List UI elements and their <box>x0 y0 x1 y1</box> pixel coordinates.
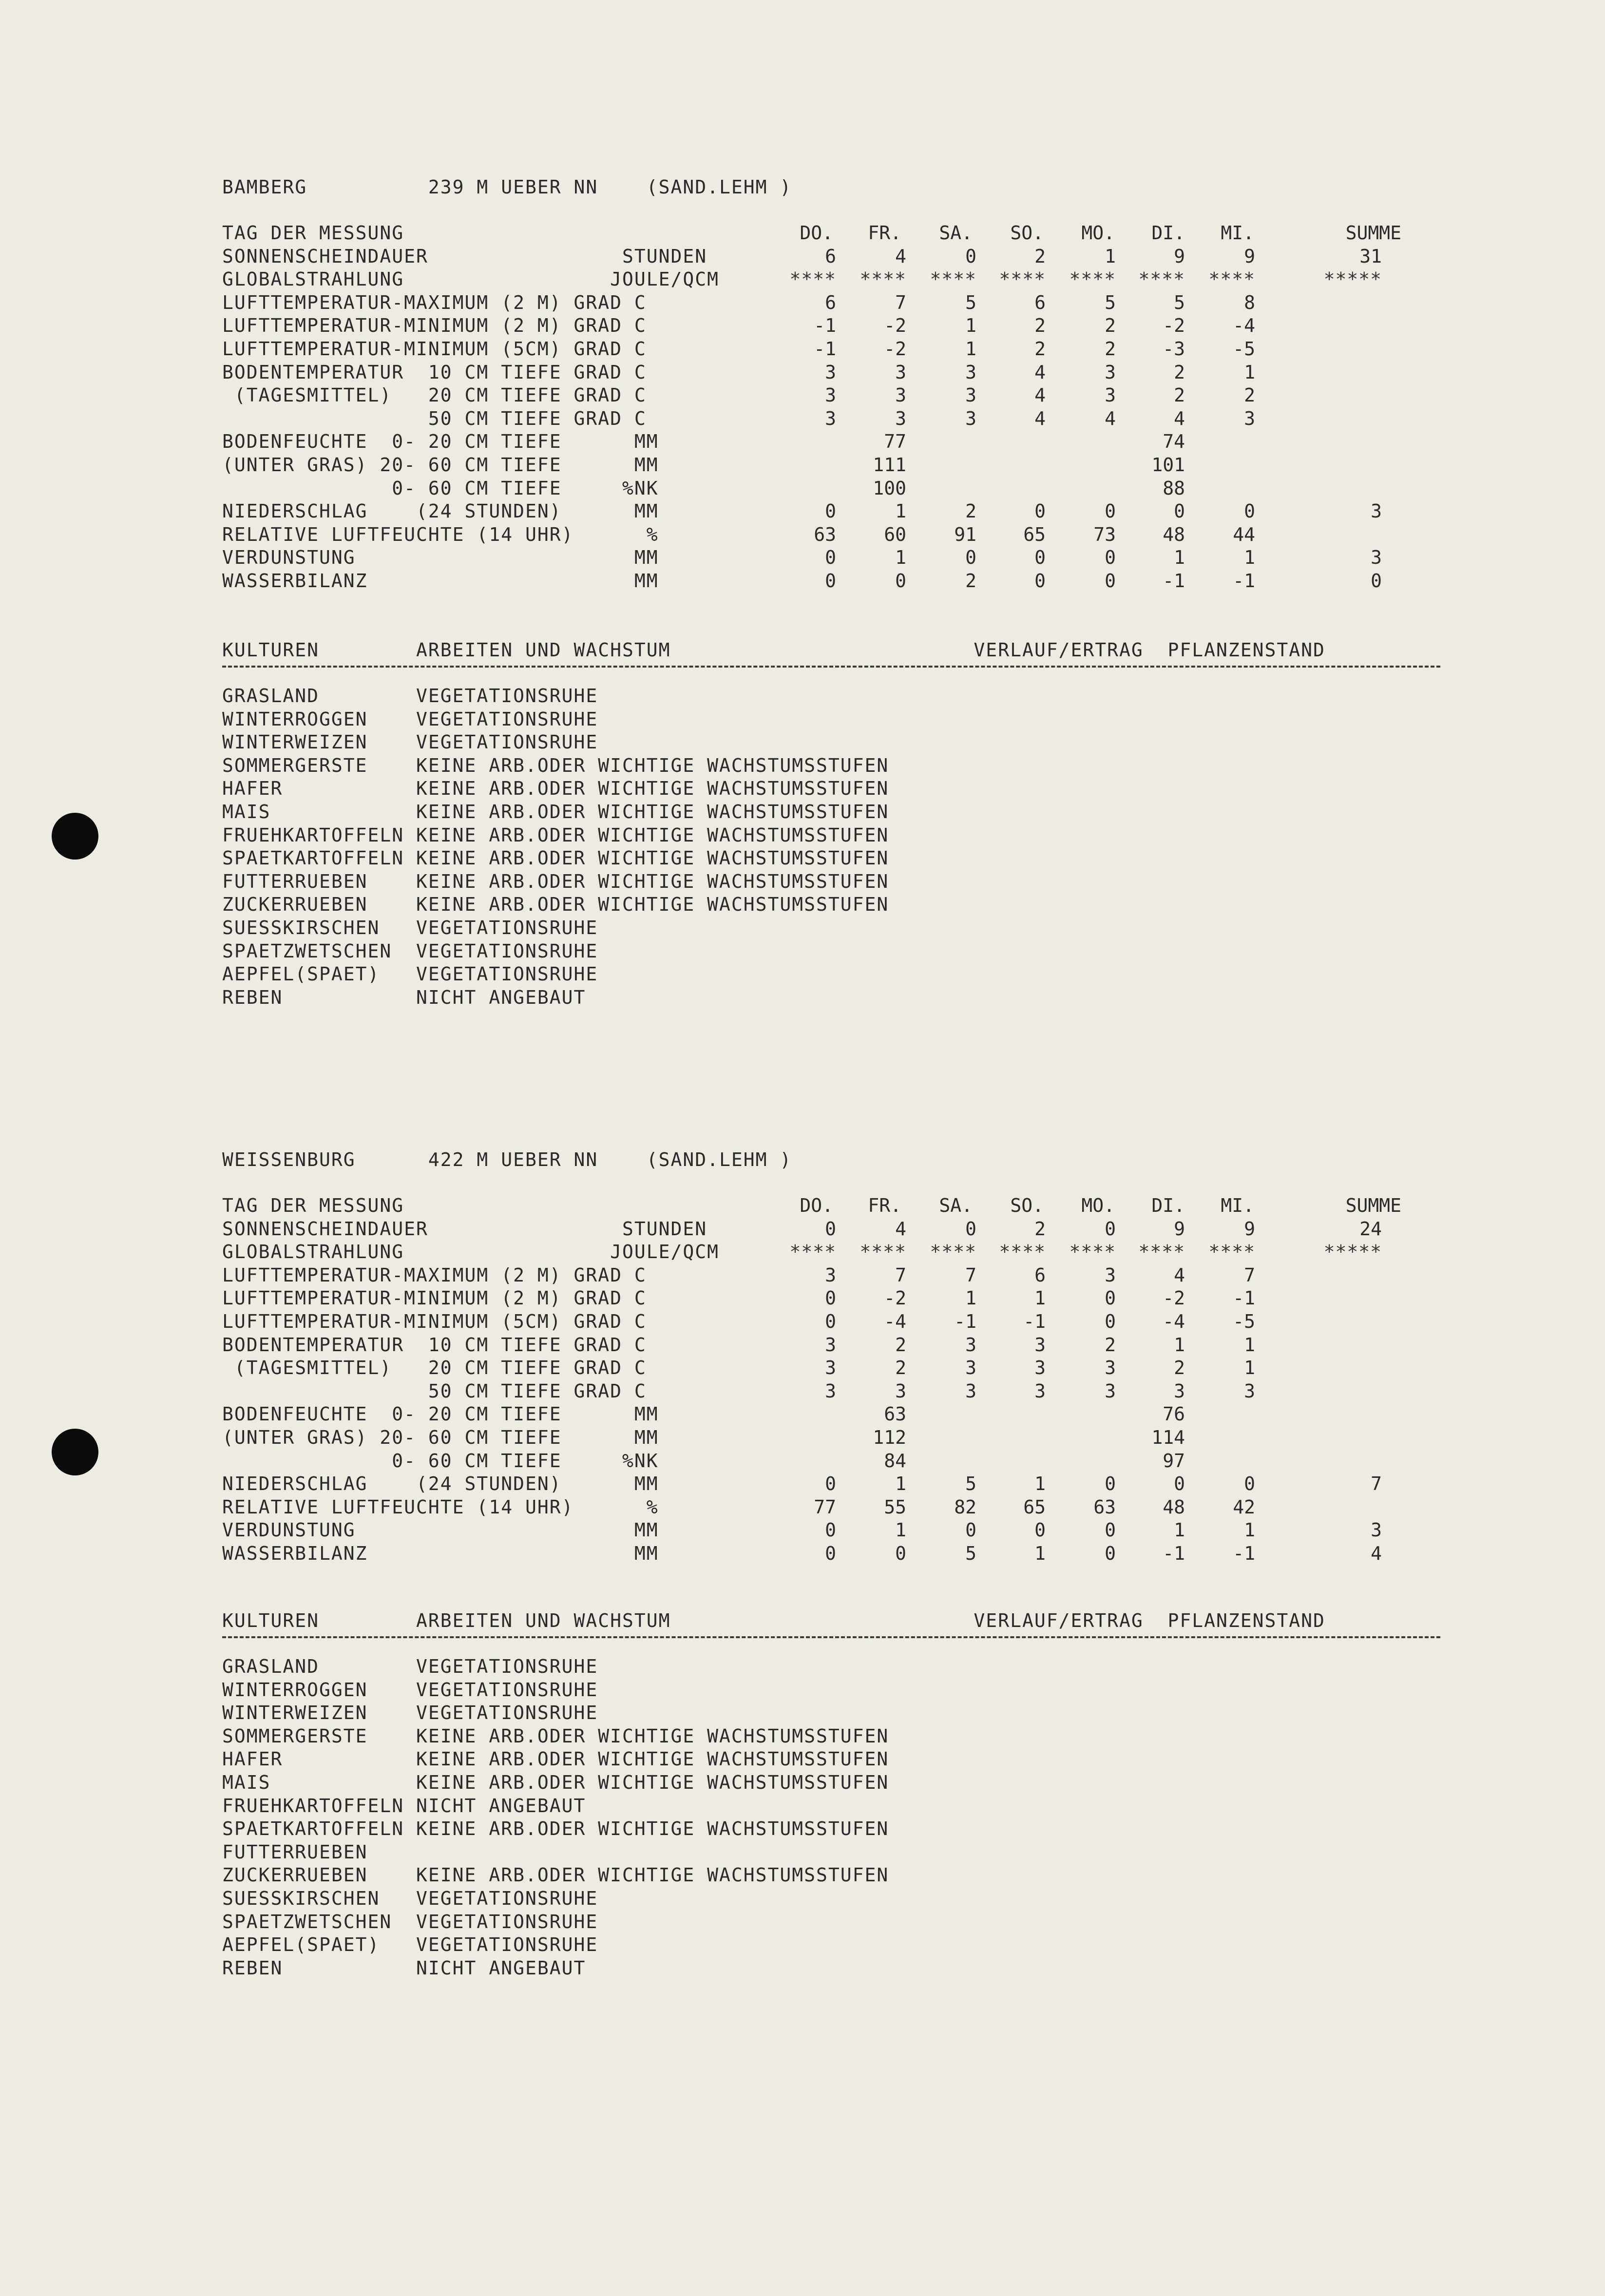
table-cell: 77 <box>814 1496 836 1518</box>
table-cell: 0 <box>825 570 836 592</box>
table-cell: 31 <box>1359 245 1382 267</box>
kulturen-row: FUTTERRUEBEN <box>222 1841 368 1863</box>
table-cell: 82 <box>954 1496 976 1518</box>
table-cell: 1 <box>1105 245 1116 267</box>
table-cell: 2 <box>1174 1357 1185 1379</box>
table-cell: 0 <box>965 547 976 569</box>
kulturen-row: ZUCKERRUEBEN KEINE ARB.ODER WICHTIGE WACHSTUMSSTUFEN <box>222 894 889 916</box>
table-cell: 1 <box>1244 547 1255 569</box>
table-cell: 1 <box>1174 1334 1185 1356</box>
day-header: MO. <box>1081 1195 1115 1216</box>
day-header: SA. <box>939 1195 973 1216</box>
table-cell: -5 <box>1233 338 1255 360</box>
table-cell: 0 <box>1034 500 1046 522</box>
kulturen-row: SOMMERGERSTE KEINE ARB.ODER WICHTIGE WACHSTUMSSTUFEN <box>222 754 889 776</box>
table-cell: 6 <box>1034 291 1046 313</box>
table-cell: 3 <box>965 1380 976 1402</box>
table-cell: 2 <box>1034 245 1046 267</box>
table-cell: 100 <box>873 477 906 499</box>
table-cell: 9 <box>1244 245 1255 267</box>
table-cell: 97 <box>1163 1450 1185 1472</box>
table-cell: 1 <box>1034 1287 1046 1309</box>
table-cell: 7 <box>895 291 906 313</box>
row-label: GLOBALSTRAHLUNG JOULE/QCM <box>222 1241 719 1263</box>
table-cell: 0 <box>1105 570 1116 592</box>
row-label: NIEDERSCHLAG (24 STUNDEN) MM <box>222 500 659 522</box>
table-cell: 65 <box>1023 1496 1046 1518</box>
table-cell: 7 <box>895 1264 906 1286</box>
table-cell: 0 <box>1105 1519 1116 1541</box>
table-cell: 2 <box>1174 384 1185 406</box>
table-cell: 2 <box>895 1334 906 1356</box>
table-cell: 3 <box>825 407 836 429</box>
kulturen-row: SUESSKIRSCHEN VEGETATIONSRUHE <box>222 1888 598 1909</box>
table-cell: 9 <box>1174 1218 1185 1240</box>
table-cell: 2 <box>965 500 976 522</box>
row-label: NIEDERSCHLAG (24 STUNDEN) MM <box>222 1473 659 1495</box>
kulturen-row: WINTERROGGEN VEGETATIONSRUHE <box>222 1679 598 1701</box>
table-cell: -1 <box>1233 570 1255 592</box>
table-cell: 0 <box>1105 1311 1116 1332</box>
table-cell: 0 <box>1105 500 1116 522</box>
table-cell: 5 <box>965 1473 976 1495</box>
globalstrahlung-value: **** <box>999 1241 1046 1263</box>
kulturen-row: HAFER KEINE ARB.ODER WICHTIGE WACHSTUMSSTUFEN <box>222 1748 889 1770</box>
table-cell: 2 <box>1105 1334 1116 1356</box>
day-header: MI. <box>1221 1195 1254 1216</box>
day-header: DI. <box>1151 222 1185 244</box>
table-cell: 112 <box>873 1427 906 1448</box>
day-header: DO. <box>800 1195 833 1216</box>
globalstrahlung-value: **** <box>1208 268 1255 290</box>
table-cell: 4 <box>895 245 906 267</box>
row-label: BODENTEMPERATUR 10 CM TIEFE GRAD C <box>222 1334 647 1356</box>
table-cell: 3 <box>1371 500 1382 522</box>
table-cell: 9 <box>1174 245 1185 267</box>
table-cell: 5 <box>1174 291 1185 313</box>
table-cell: 0 <box>1105 1543 1116 1564</box>
table-cell: 76 <box>1163 1403 1185 1425</box>
table-cell: 3 <box>825 361 836 383</box>
table-cell: 3 <box>895 407 906 429</box>
table-cell: 2 <box>1174 361 1185 383</box>
table-cell: 1 <box>895 1519 906 1541</box>
table-cell: 7 <box>965 1264 976 1286</box>
table-cell: 0 <box>965 1519 976 1541</box>
row-label: VERDUNSTUNG MM <box>222 547 659 569</box>
day-header: FR. <box>868 222 901 244</box>
table-cell: 7 <box>1371 1473 1382 1495</box>
table-cell: 3 <box>1244 407 1255 429</box>
kulturen-row: FUTTERRUEBEN KEINE ARB.ODER WICHTIGE WACHSTUMSSTUFEN <box>222 870 889 892</box>
globalstrahlung-value: **** <box>999 268 1046 290</box>
globalstrahlung-value: **** <box>930 268 976 290</box>
row-label: RELATIVE LUFTFEUCHTE (14 UHR) % <box>222 523 659 545</box>
table-cell: 3 <box>1034 1334 1046 1356</box>
table-cell: 0 <box>1105 1287 1116 1309</box>
table-cell: 0 <box>825 1519 836 1541</box>
table-cell: 3 <box>825 384 836 406</box>
row-label: LUFTTEMPERATUR-MAXIMUM (2 M) GRAD C <box>222 291 647 313</box>
table-cell: 111 <box>873 454 906 476</box>
table-cell: 1 <box>965 315 976 337</box>
table-cell: -5 <box>1233 1311 1255 1332</box>
kulturen-row: SPAETZWETSCHEN VEGETATIONSRUHE <box>222 940 598 962</box>
day-header: SO. <box>1010 222 1044 244</box>
table-cell: 4 <box>1371 1543 1382 1564</box>
table-cell: 1 <box>1244 1519 1255 1541</box>
table-cell: 0 <box>825 547 836 569</box>
table-cell: -3 <box>1163 338 1185 360</box>
table-cell: 60 <box>884 523 906 545</box>
kulturen-row: AEPFEL(SPAET) VEGETATIONSRUHE <box>222 1934 598 1956</box>
table-cell: 0 <box>1034 1519 1046 1541</box>
globalstrahlung-value: **** <box>860 268 906 290</box>
table-cell: -2 <box>884 315 906 337</box>
table-cell: 0 <box>825 1287 836 1309</box>
table-cell: 2 <box>1034 1218 1046 1240</box>
table-cell: 44 <box>1233 523 1255 545</box>
table-cell: 0 <box>895 1543 906 1564</box>
table-cell: 2 <box>1105 338 1116 360</box>
table-cell: 2 <box>965 570 976 592</box>
row-label: LUFTTEMPERATUR-MAXIMUM (2 M) GRAD C <box>222 1264 647 1286</box>
globalstrahlung-value: **** <box>1208 1241 1255 1263</box>
table-cell: 0 <box>1105 547 1116 569</box>
day-header: DI. <box>1151 1195 1185 1216</box>
table-cell: 24 <box>1359 1218 1382 1240</box>
table-cell: 0 <box>825 1311 836 1332</box>
table-cell: 4 <box>1174 1264 1185 1286</box>
summe-header: SUMME <box>1345 1195 1401 1216</box>
table-cell: -1 <box>1023 1311 1046 1332</box>
table-cell: -2 <box>884 1287 906 1309</box>
day-header: MO. <box>1081 222 1115 244</box>
table-cell: 91 <box>954 523 976 545</box>
table-cell: 3 <box>895 1380 906 1402</box>
table-cell: 3 <box>1034 1380 1046 1402</box>
row-label: TAG DER MESSUNG <box>222 222 404 244</box>
globalstrahlung-value: **** <box>1138 268 1185 290</box>
table-cell: 1 <box>1174 1519 1185 1541</box>
kulturen-row: REBEN NICHT ANGEBAUT <box>222 986 586 1008</box>
row-label: LUFTTEMPERATUR-MINIMUM (5CM) GRAD C <box>222 1311 647 1332</box>
table-cell: 3 <box>965 361 976 383</box>
table-cell: 0 <box>1244 500 1255 522</box>
globalstrahlung-value: **** <box>1069 1241 1116 1263</box>
globalstrahlung-value: **** <box>789 268 836 290</box>
row-label: (UNTER GRAS) 20- 60 CM TIEFE MM <box>222 1427 659 1448</box>
row-label: WASSERBILANZ MM <box>222 1543 659 1564</box>
table-cell: 3 <box>1105 1264 1116 1286</box>
row-label: LUFTTEMPERATUR-MINIMUM (2 M) GRAD C <box>222 315 647 337</box>
table-cell: 6 <box>825 245 836 267</box>
table-cell: 3 <box>1244 1380 1255 1402</box>
table-cell: -1 <box>814 315 836 337</box>
table-cell: 0 <box>825 1543 836 1564</box>
table-cell: 2 <box>1244 384 1255 406</box>
kulturen-row: GRASLAND VEGETATIONSRUHE <box>222 685 598 707</box>
table-cell: 63 <box>884 1403 906 1425</box>
table-cell: 3 <box>895 361 906 383</box>
row-label: GLOBALSTRAHLUNG JOULE/QCM <box>222 268 719 290</box>
day-header: DO. <box>800 222 833 244</box>
table-cell: 9 <box>1244 1218 1255 1240</box>
kulturen-row: WINTERROGGEN VEGETATIONSRUHE <box>222 708 598 730</box>
globalstrahlung-value: ***** <box>1323 1241 1382 1263</box>
kulturen-row: HAFER KEINE ARB.ODER WICHTIGE WACHSTUMSSTUFEN <box>222 778 889 800</box>
row-label: LUFTTEMPERATUR-MINIMUM (2 M) GRAD C <box>222 1287 647 1309</box>
table-cell: 2 <box>1034 338 1046 360</box>
table-cell: 2 <box>1105 315 1116 337</box>
row-label: SONNENSCHEINDAUER STUNDEN <box>222 1218 707 1240</box>
table-cell: 0 <box>965 1218 976 1240</box>
kulturen-row: WINTERWEIZEN VEGETATIONSRUHE <box>222 731 598 753</box>
row-label: WASSERBILANZ MM <box>222 570 659 592</box>
divider <box>222 666 1440 668</box>
station-header: BAMBERG 239 M UEBER NN (SAND.LEHM ) <box>222 176 792 198</box>
table-cell: -2 <box>884 338 906 360</box>
table-cell: 3 <box>1371 1519 1382 1541</box>
summe-header: SUMME <box>1345 222 1401 244</box>
table-cell: 3 <box>1105 361 1116 383</box>
table-cell: -1 <box>1233 1543 1255 1564</box>
table-cell: -1 <box>1163 570 1185 592</box>
table-cell: 63 <box>814 523 836 545</box>
kulturen-row: FRUEHKARTOFFELN KEINE ARB.ODER WICHTIGE WACHSTUMSSTUFEN <box>222 824 889 846</box>
kulturen-row: SOMMERGERSTE KEINE ARB.ODER WICHTIGE WACHSTUMSSTUFEN <box>222 1725 889 1747</box>
table-cell: 42 <box>1233 1496 1255 1518</box>
punch-hole <box>52 1429 98 1475</box>
table-cell: 3 <box>965 407 976 429</box>
table-cell: 3 <box>825 1380 836 1402</box>
table-cell: 3 <box>1105 1357 1116 1379</box>
table-cell: 1 <box>965 1287 976 1309</box>
day-header: SO. <box>1010 1195 1044 1216</box>
row-label: VERDUNSTUNG MM <box>222 1519 659 1541</box>
table-cell: 55 <box>884 1496 906 1518</box>
table-cell: 3 <box>965 1357 976 1379</box>
table-cell: 101 <box>1151 454 1185 476</box>
table-cell: 48 <box>1163 1496 1185 1518</box>
table-cell: 73 <box>1093 523 1116 545</box>
table-cell: 1 <box>1244 1334 1255 1356</box>
kulturen-header: KULTUREN ARBEITEN UND WACHSTUM VERLAUF/ERTRAG PFLANZENSTAND <box>222 1610 1325 1631</box>
table-cell: 3 <box>825 1264 836 1286</box>
station-header: WEISSENBURG 422 M UEBER NN (SAND.LEHM ) <box>222 1149 792 1170</box>
row-label: SONNENSCHEINDAUER STUNDEN <box>222 245 707 267</box>
table-cell: 2 <box>895 1357 906 1379</box>
kulturen-row: AEPFEL(SPAET) VEGETATIONSRUHE <box>222 963 598 985</box>
row-label: BODENFEUCHTE 0- 20 CM TIEFE MM <box>222 431 659 453</box>
kulturen-row: GRASLAND VEGETATIONSRUHE <box>222 1656 598 1677</box>
row-label: (UNTER GRAS) 20- 60 CM TIEFE MM <box>222 454 659 476</box>
table-cell: 3 <box>1105 1380 1116 1402</box>
table-cell: 0 <box>1034 547 1046 569</box>
table-cell: 84 <box>884 1450 906 1472</box>
kulturen-header: KULTUREN ARBEITEN UND WACHSTUM VERLAUF/ERTRAG PFLANZENSTAND <box>222 639 1325 661</box>
table-cell: 65 <box>1023 523 1046 545</box>
table-cell: 5 <box>965 1543 976 1564</box>
table-cell: -4 <box>1163 1311 1185 1332</box>
table-cell: 5 <box>965 291 976 313</box>
table-cell: 4 <box>1105 407 1116 429</box>
row-label: 0- 60 CM TIEFE %NK <box>222 477 659 499</box>
table-cell: 48 <box>1163 523 1185 545</box>
table-cell: 2 <box>1034 315 1046 337</box>
kulturen-row: MAIS KEINE ARB.ODER WICHTIGE WACHSTUMSSTUFEN <box>222 801 889 823</box>
table-cell: 3 <box>1105 384 1116 406</box>
row-label: (TAGESMITTEL) 20 CM TIEFE GRAD C <box>222 1357 647 1379</box>
table-cell: 74 <box>1163 431 1185 453</box>
table-cell: 0 <box>825 1473 836 1495</box>
table-cell: 1 <box>1034 1473 1046 1495</box>
row-label: BODENFEUCHTE 0- 20 CM TIEFE MM <box>222 1403 659 1425</box>
table-cell: -4 <box>884 1311 906 1332</box>
table-cell: 4 <box>1174 407 1185 429</box>
table-cell: 3 <box>1174 1380 1185 1402</box>
table-cell: 4 <box>1034 384 1046 406</box>
table-cell: 5 <box>1105 291 1116 313</box>
kulturen-row: SPAETKARTOFFELN KEINE ARB.ODER WICHTIGE WACHSTUMSSTUFEN <box>222 1818 889 1840</box>
kulturen-row: SPAETZWETSCHEN VEGETATIONSRUHE <box>222 1911 598 1932</box>
table-cell: 0 <box>1105 1473 1116 1495</box>
table-cell: 1 <box>1034 1543 1046 1564</box>
table-cell: 0 <box>825 1218 836 1240</box>
kulturen-row: MAIS KEINE ARB.ODER WICHTIGE WACHSTUMSSTUFEN <box>222 1772 889 1793</box>
table-cell: 3 <box>1371 547 1382 569</box>
table-cell: 0 <box>895 570 906 592</box>
table-cell: 0 <box>965 245 976 267</box>
table-cell: -1 <box>1163 1543 1185 1564</box>
table-cell: 4 <box>1034 361 1046 383</box>
punch-hole <box>52 813 98 860</box>
day-header: FR. <box>868 1195 901 1216</box>
globalstrahlung-value: **** <box>1069 268 1116 290</box>
globalstrahlung-value: **** <box>1138 1241 1185 1263</box>
table-cell: -1 <box>954 1311 976 1332</box>
table-cell: -2 <box>1163 1287 1185 1309</box>
row-label: TAG DER MESSUNG <box>222 1195 404 1216</box>
day-header: MI. <box>1221 222 1254 244</box>
table-cell: 8 <box>1244 291 1255 313</box>
row-label: (TAGESMITTEL) 20 CM TIEFE GRAD C <box>222 384 647 406</box>
table-cell: 1 <box>1244 361 1255 383</box>
table-cell: -4 <box>1233 315 1255 337</box>
kulturen-row: REBEN NICHT ANGEBAUT <box>222 1957 586 1979</box>
row-label: 50 CM TIEFE GRAD C <box>222 1380 647 1402</box>
globalstrahlung-value: **** <box>860 1241 906 1263</box>
table-cell: 6 <box>825 291 836 313</box>
table-cell: 6 <box>1034 1264 1046 1286</box>
table-cell: 63 <box>1093 1496 1116 1518</box>
table-cell: -2 <box>1163 315 1185 337</box>
table-cell: 1 <box>1244 1357 1255 1379</box>
table-cell: 3 <box>825 1357 836 1379</box>
kulturen-row: ZUCKERRUEBEN KEINE ARB.ODER WICHTIGE WACHSTUMSSTUFEN <box>222 1864 889 1886</box>
row-label: 50 CM TIEFE GRAD C <box>222 407 647 429</box>
table-cell: 114 <box>1151 1427 1185 1448</box>
kulturen-row: WINTERWEIZEN VEGETATIONSRUHE <box>222 1702 598 1724</box>
table-cell: 88 <box>1163 477 1185 499</box>
kulturen-row: SPAETKARTOFFELN KEINE ARB.ODER WICHTIGE WACHSTUMSSTUFEN <box>222 847 889 869</box>
divider <box>222 1636 1440 1638</box>
table-cell: 0 <box>1105 1218 1116 1240</box>
kulturen-row: FRUEHKARTOFFELN NICHT ANGEBAUT <box>222 1795 586 1817</box>
table-cell: 7 <box>1244 1264 1255 1286</box>
table-cell: 0 <box>1034 570 1046 592</box>
table-cell: 1 <box>1174 547 1185 569</box>
row-label: RELATIVE LUFTFEUCHTE (14 UHR) % <box>222 1496 659 1518</box>
table-cell: 1 <box>895 547 906 569</box>
table-cell: 4 <box>895 1218 906 1240</box>
table-cell: 3 <box>965 384 976 406</box>
table-cell: -1 <box>814 338 836 360</box>
table-cell: 0 <box>1371 570 1382 592</box>
row-label: LUFTTEMPERATUR-MINIMUM (5CM) GRAD C <box>222 338 647 360</box>
table-cell: 77 <box>884 431 906 453</box>
table-cell: 1 <box>895 1473 906 1495</box>
table-cell: 0 <box>825 500 836 522</box>
kulturen-row: SUESSKIRSCHEN VEGETATIONSRUHE <box>222 917 598 938</box>
row-label: BODENTEMPERATUR 10 CM TIEFE GRAD C <box>222 361 647 383</box>
table-cell: 3 <box>895 384 906 406</box>
table-cell: 0 <box>1174 500 1185 522</box>
globalstrahlung-value: ***** <box>1323 268 1382 290</box>
globalstrahlung-value: **** <box>789 1241 836 1263</box>
table-cell: 1 <box>965 338 976 360</box>
table-cell: 0 <box>1244 1473 1255 1495</box>
table-cell: -1 <box>1233 1287 1255 1309</box>
table-cell: 3 <box>1034 1357 1046 1379</box>
table-cell: 3 <box>965 1334 976 1356</box>
globalstrahlung-value: **** <box>930 1241 976 1263</box>
table-cell: 3 <box>825 1334 836 1356</box>
row-label: 0- 60 CM TIEFE %NK <box>222 1450 659 1472</box>
day-header: SA. <box>939 222 973 244</box>
table-cell: 4 <box>1034 407 1046 429</box>
table-cell: 1 <box>895 500 906 522</box>
table-cell: 0 <box>1174 1473 1185 1495</box>
